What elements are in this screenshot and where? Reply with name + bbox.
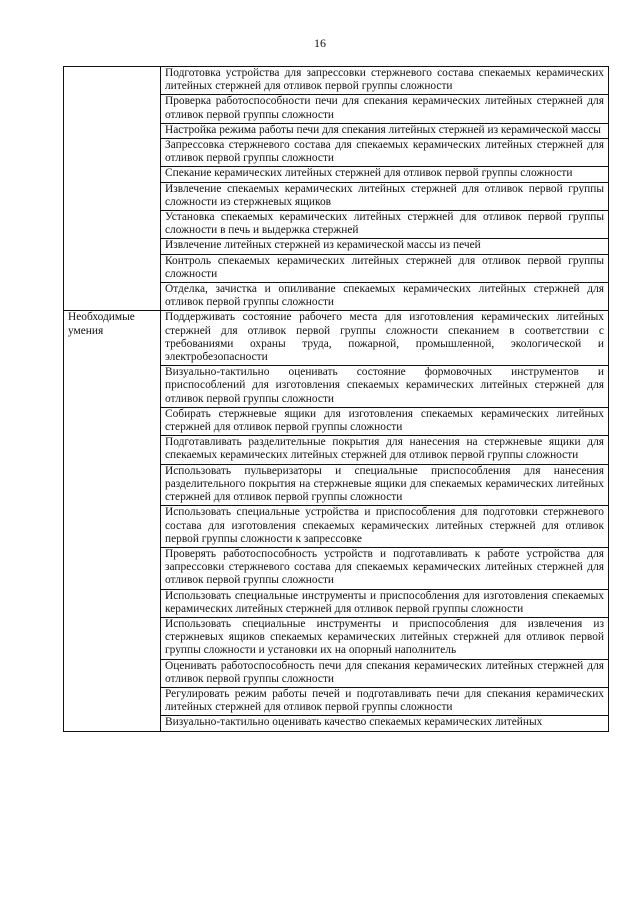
table-cell: Проверять работоспособность устройств и подготавливать к работе устройства для запрессовки стержневого состава для спекаемых керамических литейных стержней для отливок первой группы сложности (161, 547, 609, 589)
table-cell: Подготовка устройства для запрессовки стержневого состава спекаемых керамических литейных стержней для отливок первой группы сложности (161, 67, 609, 95)
table-cell: Извлечение спекаемых керамических литейных стержней для отливок первой группы сложности из стержневых ящиков (161, 182, 609, 210)
table-cell: Использовать пульверизаторы и специальные приспособления для нанесения разделительного покрытия на стержневые ящики для спекаемых керамических литейных стержней для отливок первой группы сложности (161, 464, 609, 506)
table-row (64, 67, 609, 95)
table-cell: Визуально-тактильно оценивать качество спекаемых керамических литейных (161, 716, 609, 731)
table-cell: Проверка работоспособности печи для спекания керамических литейных стержней для отливок первой группы сложности (161, 95, 609, 123)
table-cell: Использовать специальные инструменты и приспособления для изготовления спекаемых керамических литейных стержней для отливок первой группы сложности (161, 589, 609, 617)
table-cell: Регулировать режим работы печей и подготавливать печи для спекания керамических литейных стержней для отливок первой группы сложности (161, 687, 609, 715)
table-cell: Подготавливать разделительные покрытия для нанесения на стержневые ящики для спекаемых керамических литейных стержней для отливок первой группы сложности (161, 436, 609, 464)
table-cell: Настройка режима работы печи для спекания литейных стержней из керамической массы (161, 123, 609, 138)
table-cell: Извлечение литейных стержней из керамической массы из печей (161, 239, 609, 254)
table-cell: Оценивать работоспособность печи для спекания керамических литейных стержней для отливок первой группы сложности (161, 659, 609, 687)
table-cell: Спекание керамических литейных стержней для отливок первой группы сложности (161, 167, 609, 182)
table-cell: Отделка, зачистка и опиливание спекаемых керамических литейных стержней для отливок первой группы сложности (161, 283, 609, 311)
section-label-cell: Необходимые умения (64, 311, 161, 731)
page-number: 16 (314, 36, 326, 50)
section-label-cell (64, 67, 161, 311)
table-row (64, 311, 609, 366)
table-cell: Контроль спекаемых керамических литейных стержней для отливок первой группы сложности (161, 254, 609, 282)
table-cell: Запрессовка стержневого состава для спекаемых керамических литейных стержней для отливок первой группы сложности (161, 139, 609, 167)
table-cell: Визуально-тактильно оценивать состояние формовочных инструментов и приспособлений для изготовления спекаемых керамических литейных стержней для отливок первой группы сложности (161, 366, 609, 408)
table-cell: Установка спекаемых керамических литейных стержней для отливок первой группы сложности в печь и выдержка стержней (161, 211, 609, 239)
table-cell: Использовать специальные инструменты и приспособления для извлечения из стержневых ящиков спекаемых керамических литейных стержней для отливок первой группы сложности и установки их на опорный наполнитель (161, 617, 609, 659)
table-cell: Собирать стержневые ящики для изготовления спекаемых керамических литейных стержней для отливок первой группы сложности (161, 407, 609, 435)
specification-table (63, 66, 609, 732)
table-cell: Поддерживать состояние рабочего места для изготовления керамических литейных стержней для отливок первой группы сложности спеканием в соответствии с требованиями охраны труда, пожарной, промышленной, экологической и электробезопасности (161, 311, 609, 366)
table-cell: Использовать специальные устройства и приспособления для подготовки стержневого состава для изготовления спекаемых керамических литейных стержней для отливок первой группы сложности к запрессовке (161, 506, 609, 548)
